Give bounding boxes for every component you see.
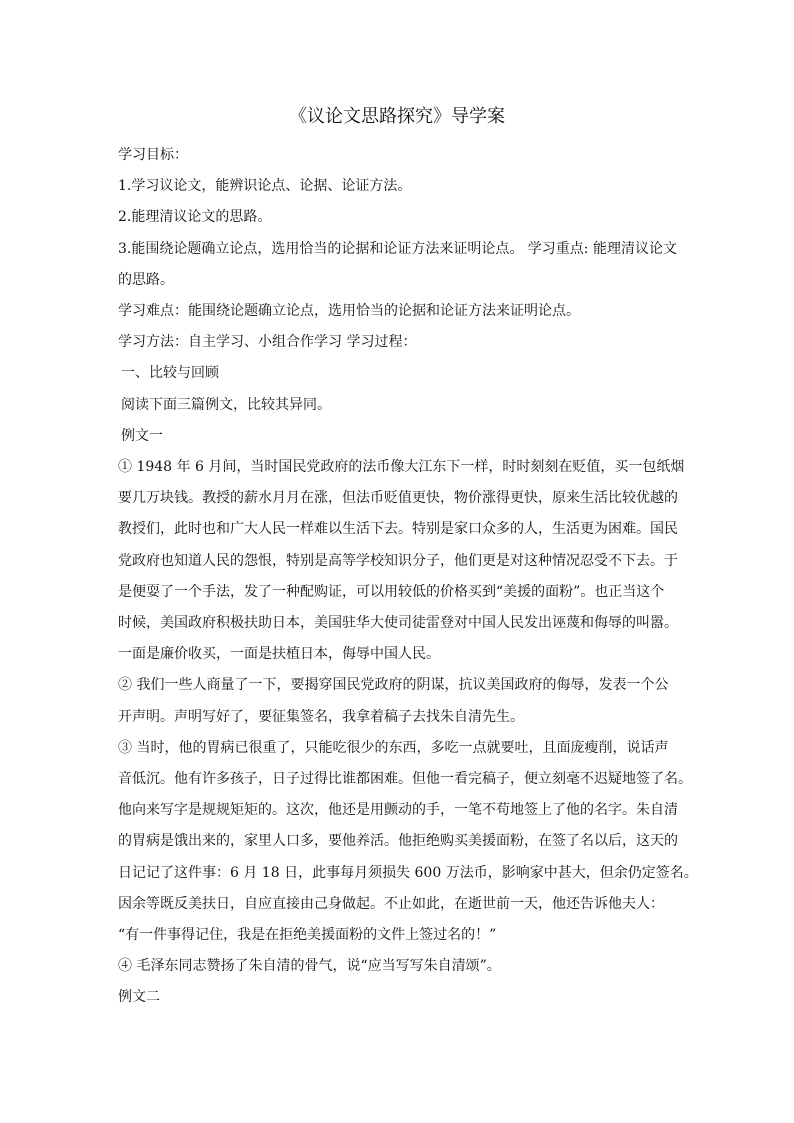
paragraph-line: 开声明。声明写好了，要征集签名，我拿着稿子去找朱自清先生。 [118, 708, 524, 725]
paragraph-line: 教授们，此时也和广大人民一样难以生活下去。特别是家口众多的人，生活更为困难。国民 [118, 521, 678, 538]
paragraph-line: 是便耍了一个手法，发了一种配购证，可以用较低的价格买到“美援的面粉”。也正当这个 [118, 583, 665, 600]
section-heading: 一、比较与回顾 [121, 365, 219, 382]
example-heading: 例文一 [121, 427, 163, 444]
paragraph-line: ④ 毛泽东同志赞扬了朱自清的骨气，说“应当写写朱自清颂”。 [118, 958, 501, 975]
paragraph-line: ② 我们一些人商量了一下，要揭穿国民党政府的阴谋，抗议美国政府的侮辱，发表一个公 [118, 677, 669, 694]
section-heading: 学习目标： [118, 147, 188, 163]
example-heading: 例文二 [118, 989, 160, 1006]
document-body [118, 140, 698, 1014]
objective-line: 1.学习议论文，能辨识论点、论据、论证方法。 [118, 178, 412, 195]
paragraph-line: 日记记了这件事：6 月 18 日，此事每月须损失 600 万法币，影响家中甚大，但余仍定签名。 [118, 864, 698, 881]
paragraph-line: 党政府也知道人民的怨恨，特别是高等学校知识分子，他们更是对这种情况忍受不下去。于 [118, 552, 678, 569]
objective-line: 3.能围绕论题确立论点，选用恰当的论据和论证方法来证明论点。 学习重点: 能理清议论文 [118, 240, 677, 257]
paragraph-line: ① 1948 年 6 月间，当时国民党政府的法币像大江东下一样，时时刻刻在贬值，买一包纸烟 [118, 459, 685, 476]
paragraph-line: 要几万块钱。教授的薪水月月在涨，但法币贬值更快，物价涨得更快，原来生活比较优越的 [118, 490, 678, 507]
paragraph-line: 一面是廉价收买，一面是扶植日本，侮辱中国人民。 [118, 646, 440, 663]
paragraph-line: 音低沉。他有许多孩子，日子过得比谁都困难。但他一看完稿子，便立刻毫不迟疑地签了名。 [118, 771, 692, 788]
paragraph-line: ③ 当时，他的胃病已很重了，只能吃很少的东西，多吃一点就要吐，且面庞瘦削，说话声 [118, 739, 669, 756]
instruction-line: 阅读下面三篇例文，比较其异同。 [121, 396, 331, 413]
quote-line: “有一件事得记住，我是在拒绝美援面粉的文件上签过名的！” [118, 927, 497, 944]
method-line: 学习方法：自主学习、小组合作学习 学习过程： [118, 334, 417, 351]
objective-line: 的思路。 [118, 271, 174, 288]
paragraph-line: 时候，美国政府积极扶助日本，美国驻华大使司徒雷登对中国人民发出诬蔑和侮辱的叫嚣。 [118, 615, 678, 632]
paragraph-line: 的胃病是饿出来的，家里人口多，要他养活。他拒绝购买美援面粉，在签了名以后，这天的 [118, 833, 678, 850]
document-title: 《议论文思路探究》导学案 [289, 106, 505, 127]
difficulty-line: 学习难点：能围绕论题确立论点，选用恰当的论据和论证方法来证明论点。 [118, 303, 580, 320]
paragraph-line: 他向来写字是规规矩矩的。这次，他还是用颤动的手，一笔不苟地签上了他的名字。朱自清 [118, 802, 678, 819]
paragraph-line: 因余等既反美扶日，自应直接由己身做起。不止如此，在逝世前一天，他还告诉他夫人： [118, 895, 664, 912]
objective-line: 2.能理清议论文的思路。 [118, 209, 272, 226]
